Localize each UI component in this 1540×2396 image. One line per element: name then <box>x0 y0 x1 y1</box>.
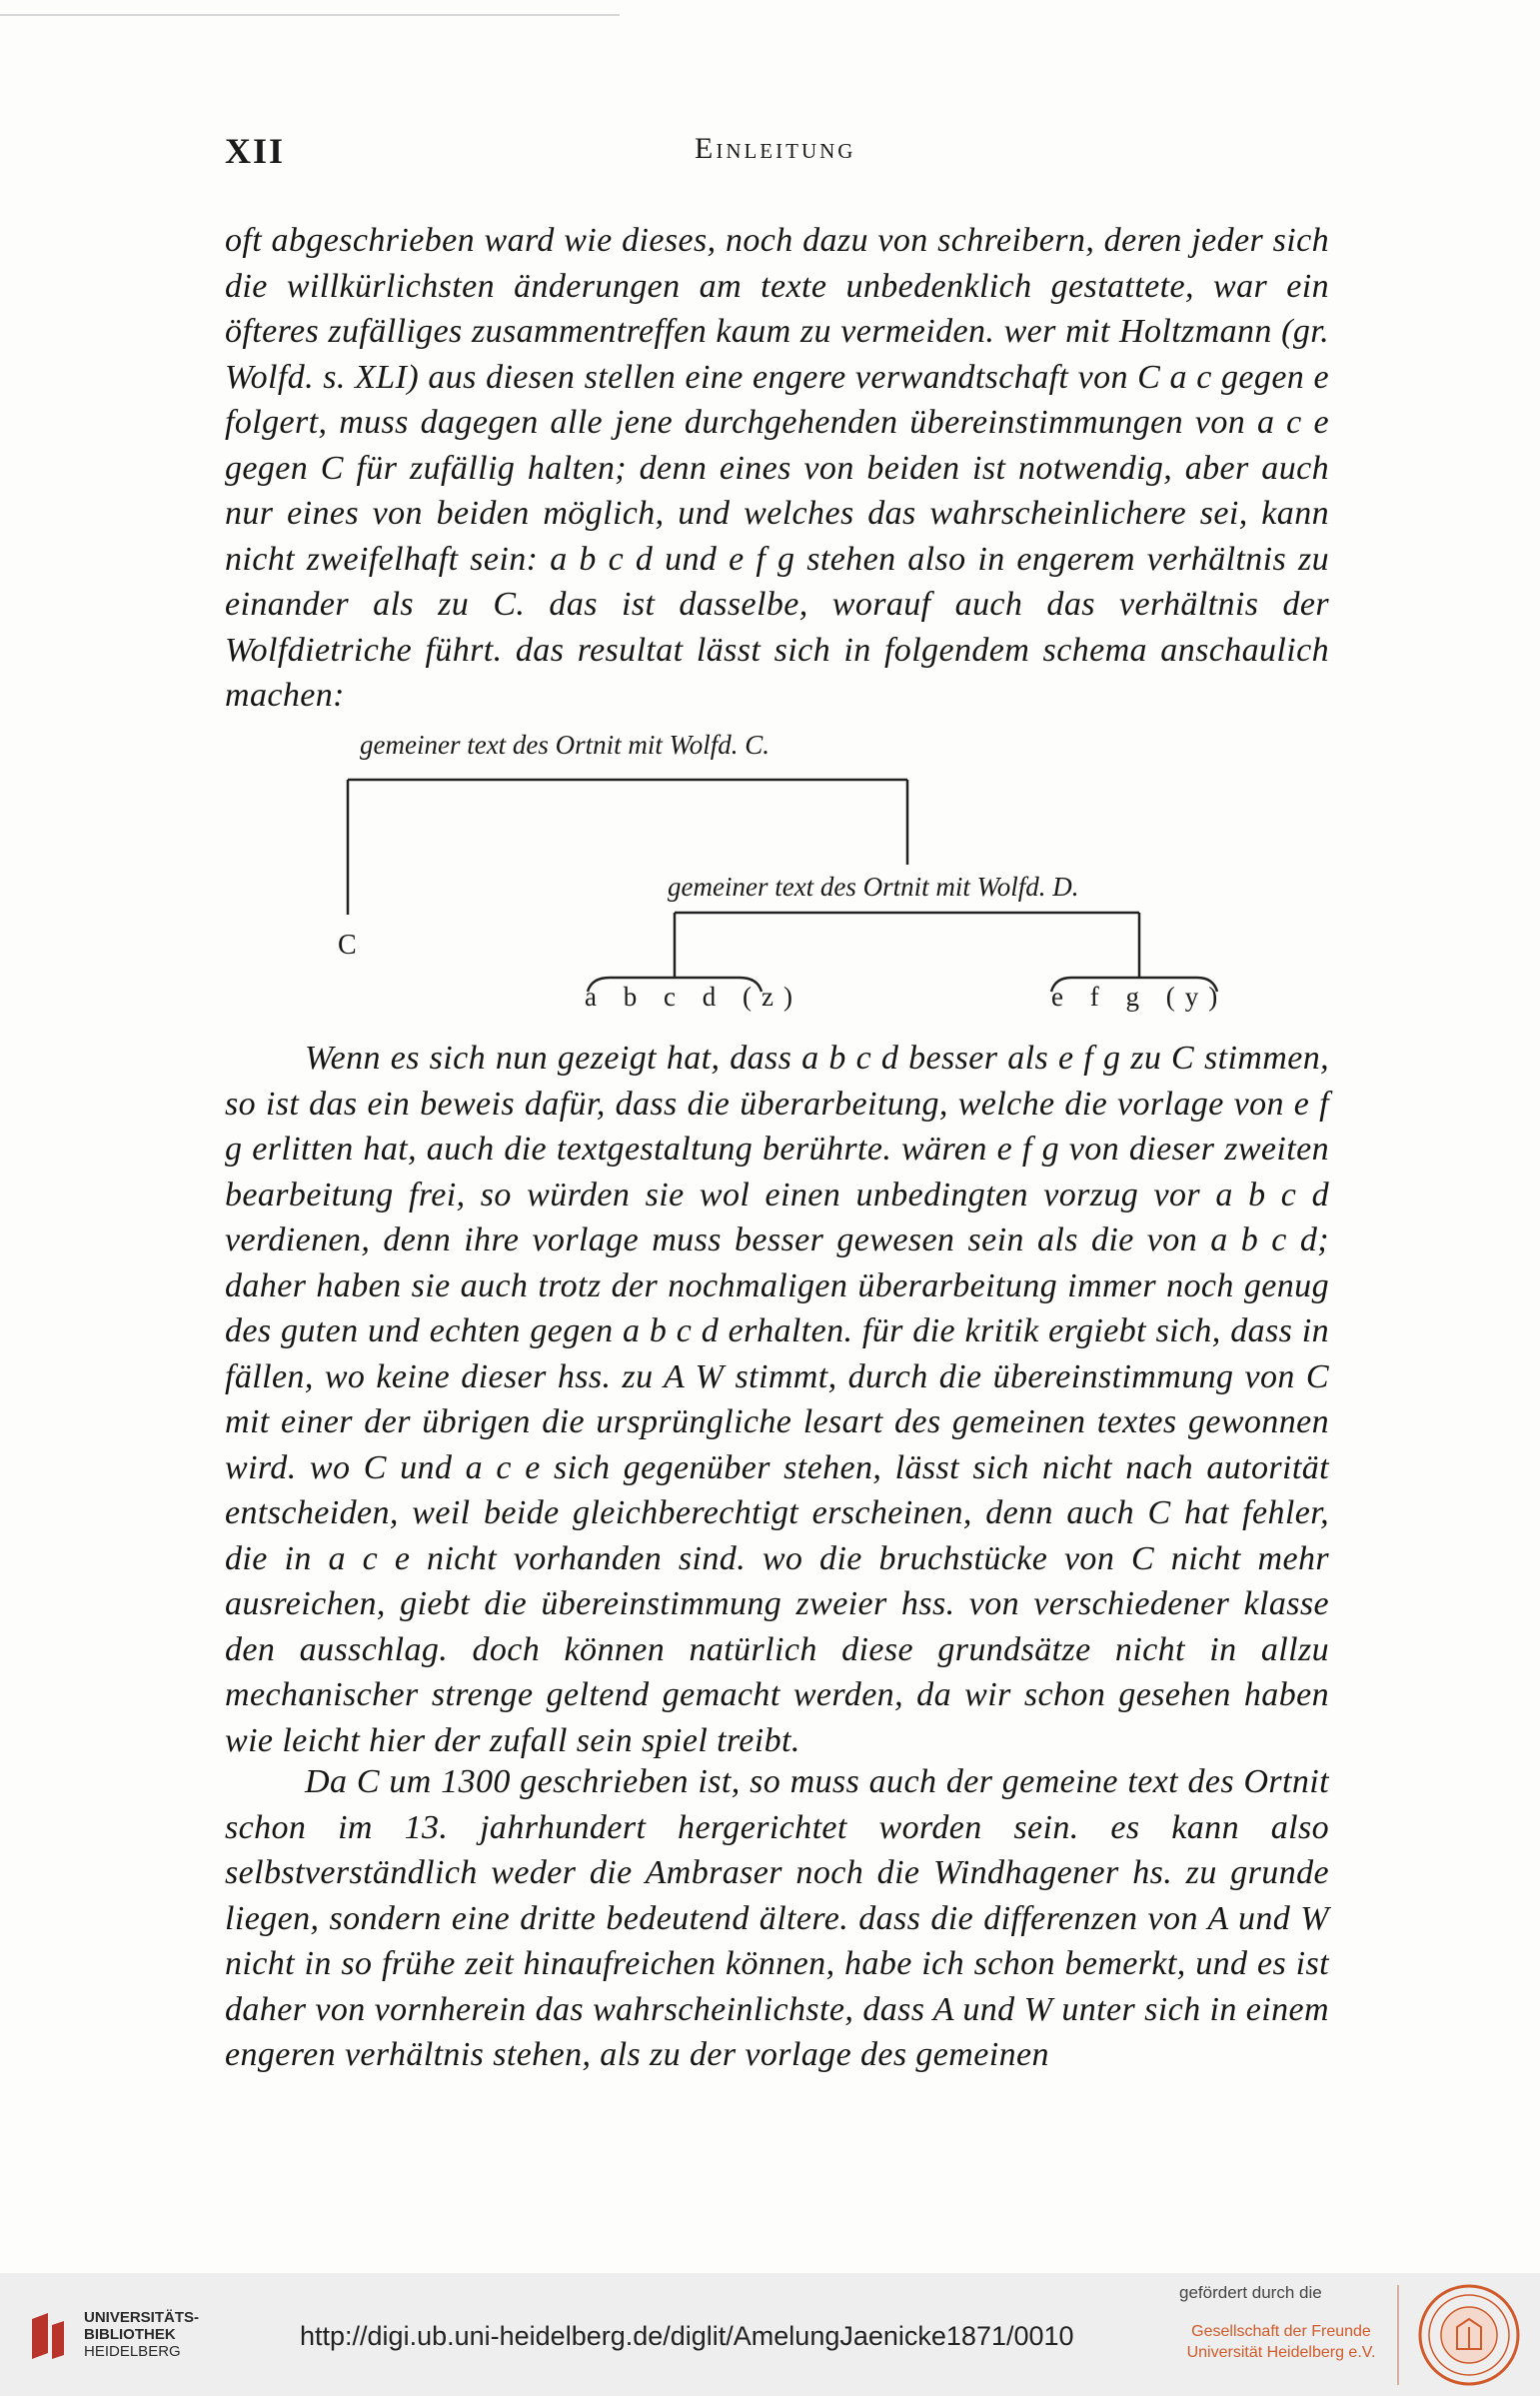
stemma-leaf-c: C <box>338 930 357 961</box>
library-line-3: HEIDELBERG <box>84 2343 181 2360</box>
stemma-group1: a b c d (z) <box>585 982 802 1012</box>
permalink-url[interactable]: http://digi.ub.uni-heidelberg.de/diglit/AmelungJaenicke1871/0010 <box>300 2321 1074 2351</box>
footer-bar <box>0 2273 1540 2396</box>
university-seal-icon <box>1417 2283 1521 2387</box>
sponsor-note: gefördert durch die <box>1179 2283 1322 2302</box>
page-header <box>225 130 1324 180</box>
library-name <box>84 2309 199 2360</box>
society-line-1: Gesellschaft der Freunde <box>1191 2323 1371 2340</box>
library-logo-icon <box>28 2311 68 2363</box>
page-number: XII <box>225 131 286 171</box>
paragraph-3: Da C um 1300 geschrieben ist, so muss auch der gemeine text des Ortnit schon im 13. jahrhundert hergerichtet worden sein. es kann also selbstverständlich weder die Ambraser noch die Windhagener hs. zu grunde liegen, sondern eine dritte bedeutend ältere. dass die differenzen von A und W nicht in so frühe zeit hinaufreichen können, habe ich schon bemerkt, und es ist daher von vornherein das wahrscheinlichste, dass A und W unter sich in einem engeren verhältnis stehen, als zu der vorlage des gemeinen <box>225 1763 1329 2073</box>
footer-divider <box>1397 2285 1399 2385</box>
stemma-top-label: gemeiner text des Ortnit mit Wolfd. C. <box>360 730 770 760</box>
paragraph-2: Wenn es sich nun gezeigt hat, dass a b c d besser als e f g zu C stimmen, so ist das ein beweis dafür, dass die überarbeitung, welche die vorlage von e f g erlitten hat, auch die textgestaltung berührte. wären e f g von dieser zweiten bearbeitung frei, so würden sie wol einen unbedingten vorzug vor a b c d verdienen, denn ihre vorlage muss besser gewesen sein als die von a b c d; daher haben sie auch trotz der nochmaligen überarbeitung immer noch genug des guten und echten gegen a b c d erhalten. für die kritik ergiebt sich, dass in fällen, wo keine dieser hss. zu A W stimmt, durch die übereinstimmung von C mit einer der übrigen die ursprüngliche lesart des gemeinen textes gewonnen wird. wo C und a c e sich gegenüber stehen, lässt sich nicht nach autorität entscheiden, weil beide gleichberechtigt erscheinen, denn auch C hat fehler, die in a c e nicht vorhanden sind. wo die bruchstücke von C nicht mehr ausreichen, giebt die übereinstimmung zweier hss. von verschiedener klasse den ausschlag. doch können natürlich diese grundsätze nicht in allzu mechanischer strenge geltend gemacht werden, da wir schon gesehen haben wie leicht hier der zufall sein spiel treibt. <box>225 1040 1329 1759</box>
society-line-2: Universität Heidelberg e.V. <box>1186 2344 1376 2361</box>
paragraph-1: oft abgeschrieben ward wie dieses, noch dazu von schreibern, deren jeder sich die willkürlichsten änderungen am texte unbedenklich gestattete, war ein öfteres zufälliges zusammentreffen kaum zu vermeiden. wer mit Holtzmann (gr. Wolfd. s. XLI) aus diesen stellen eine engere verwandtschaft von C a c gegen e folgert, muss dagegen alle jene durchgehenden übereinstimmungen von a c e gegen C für zufällig halten; denn eines von beiden ist notwendig, aber auch nur eines von beiden möglich, und welches das wahrscheinlichere sei, kann nicht zweifelhaft sein: a b c d und e f g stehen also in engerem verhältnis zu einander als zu C. das ist dasselbe, worauf auch das verhältnis der Wolfdietriche führt. das resultat lässt sich in folgendem schema anschaulich machen: <box>225 222 1329 714</box>
library-line-2: BIBLIOTHEK <box>84 2326 176 2343</box>
running-head: Einleitung <box>695 132 856 165</box>
stemma-diagram <box>330 730 1229 1030</box>
library-line-1: UNIVERSITÄTS- <box>84 2309 200 2326</box>
society-name <box>1171 2321 1391 2363</box>
stemma-mid-label: gemeiner text des Ortnit mit Wolfd. D. <box>668 872 1079 902</box>
scan-edge-rule <box>0 14 620 16</box>
stemma-group2: e f g (y) <box>1051 982 1228 1012</box>
